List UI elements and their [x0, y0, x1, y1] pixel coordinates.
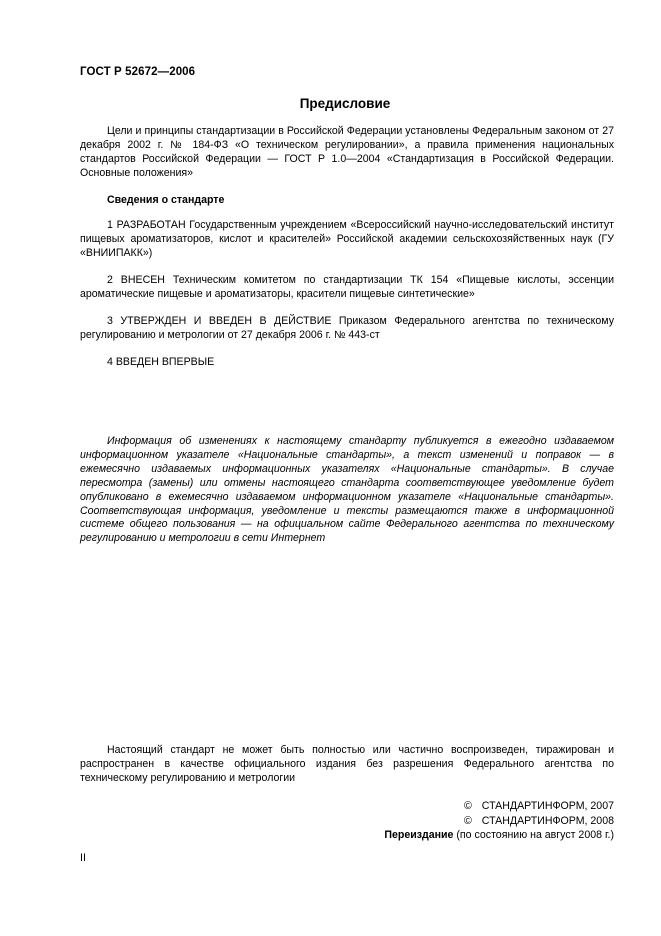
reproduction-notice: Настоящий стандарт не может быть полностью или частично воспроизведен, тиражирован и распространен в качестве официального издания без разрешения Федерального агентства по техническому регулированию и метрологии: [80, 744, 614, 784]
standard-info-item-3: 3 УТВЕРЖДЕН И ВВЕДЕН В ДЕЙСТВИЕ Приказом Федерального агентства по техническому регулированию и метрологии от 27 декабря 2006 г. № 443-ст: [80, 315, 614, 341]
standard-info-heading: Сведения о стандарте: [107, 194, 225, 206]
foreword-intro: Цели и принципы стандартизации в Российской Федерации установлены Федеральным законом от 27 декабря 2002 г. № 184-ФЗ «О техническом регулировании», а правила применения национальных стандартов Российской Федерации — ГОСТ Р 1.0—2004 «Стандартизация в Российской Федерации. Основные положения»: [80, 125, 614, 179]
copyright-text: СТАНДАРТИНФОРМ, 2008: [481, 814, 614, 827]
copyright-symbol: ©: [463, 814, 472, 827]
standard-info-item-2: 2 ВНЕСЕН Техническим комитетом по стандартизации ТК 154 «Пищевые кислоты, эссенции ароматические пищевые и ароматизаторы, красители пищевые синтетические»: [80, 274, 614, 300]
copyright-text: СТАНДАРТИНФОРМ, 2007: [481, 800, 614, 812]
page-number: II: [80, 852, 86, 864]
copyright-line-2008: [384, 814, 614, 829]
standard-code: ГОСТ Р 52672—2006: [80, 66, 196, 78]
republish-label: Переиздание: [384, 829, 454, 841]
republish-note: (по состоянию на август 2008 г.): [456, 829, 614, 841]
copyright-symbol: ©: [463, 800, 472, 812]
standard-info-item-1: 1 РАЗРАБОТАН Государственным учреждением «Всероссийский научно-исследовательский институт пищевых ароматизаторов, кислот и красителей» Российской академии сельскохозяйственных наук (ГУ «ВНИИПАКК»): [80, 219, 614, 259]
republish-line: [384, 828, 614, 843]
copyright-line-2007: [384, 799, 614, 814]
standard-info-item-4: 4 ВВЕДЕН ВПЕРВЫЕ: [107, 356, 215, 368]
copyright-block: [384, 799, 614, 843]
changes-notice: Информация об изменениях к настоящему стандарту публикуется в ежегодно издаваемом информационном указателе «Национальные стандарты», а текст изменений и поправок — в ежемесячно издаваемых информационных указателях «Национальные стандарты». В случае пересмотра (замены) или отмены настоящего стандарта соответствующее уведомление будет опубликовано в ежемесячно издаваемом информационном указателе «Национальные стандарты». Соответствующая информация, уведомление и тексты размещаются также в информационной системе общего пользования — на официальном сайте Федерального агентства по техническому регулированию и метрологии в сети Интернет: [80, 435, 614, 545]
foreword-title: Предисловие: [299, 96, 391, 111]
